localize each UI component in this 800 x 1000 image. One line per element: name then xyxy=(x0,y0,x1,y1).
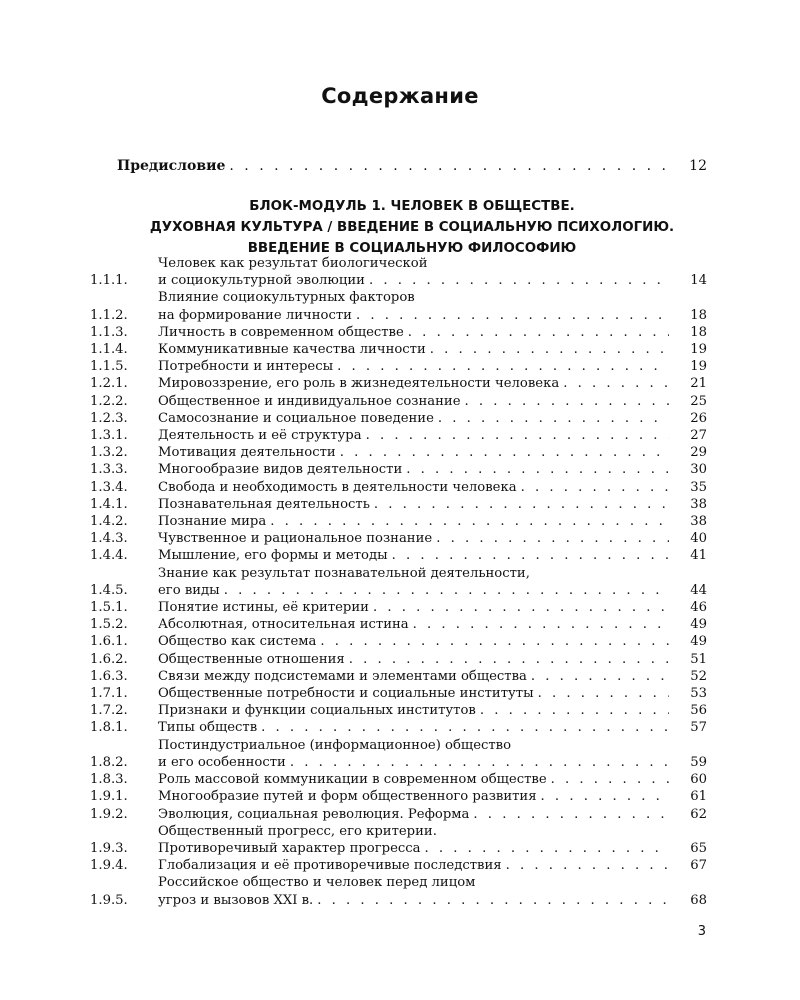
toc-entry-page: 57 xyxy=(690,720,707,736)
leader-dots xyxy=(473,806,669,823)
toc-entry-title-line: Чувственное и рациональное познание xyxy=(158,531,433,547)
toc-entry-title-line: Мотивация деятельности xyxy=(158,445,336,461)
toc-entry-page: 52 xyxy=(690,668,707,684)
leader-dots xyxy=(374,496,669,513)
toc-entry-number: 1.4.4. xyxy=(90,548,128,564)
toc-entry-page: 18 xyxy=(690,324,707,340)
leader-dots xyxy=(438,410,669,427)
toc-entry[interactable] xyxy=(90,857,707,874)
toc-entry-page: 53 xyxy=(690,686,707,702)
block-heading xyxy=(117,196,707,259)
toc-entry-page: 38 xyxy=(690,496,707,512)
leader-dots xyxy=(408,324,669,341)
toc-entry-number: 1.3.4. xyxy=(90,479,128,495)
toc-entry-page: 25 xyxy=(690,393,707,409)
toc-entry-title-line: Общественные отношения xyxy=(158,651,345,667)
leader-dots xyxy=(465,393,669,410)
toc-entry-title-line: и социокультурной эволюции xyxy=(158,273,365,289)
toc-entry-page: 35 xyxy=(690,479,707,495)
leader-dots xyxy=(356,307,669,324)
toc-entry-page: 30 xyxy=(690,462,707,478)
toc-entry-title-line: на формирование личности xyxy=(158,307,352,323)
toc-entry[interactable] xyxy=(90,737,707,771)
toc-entry-page: 65 xyxy=(690,840,707,856)
toc-entry-page: 61 xyxy=(690,789,707,805)
leader-dots xyxy=(270,513,669,530)
toc-entry-number: 1.5.1. xyxy=(90,600,128,616)
toc-entry-title-line: Деятельность и её структура xyxy=(158,428,362,444)
toc-entry[interactable] xyxy=(90,530,707,547)
leader-dots xyxy=(430,341,669,358)
toc-entry-page: 38 xyxy=(690,514,707,530)
toc-entry-page: 49 xyxy=(690,617,707,633)
toc-entry[interactable] xyxy=(90,616,707,633)
toc-entry[interactable] xyxy=(90,255,707,289)
toc-entry[interactable] xyxy=(90,771,707,788)
toc-entry-page: 62 xyxy=(690,806,707,822)
toc-entry-number: 1.7.2. xyxy=(90,703,128,719)
toc-entry-page: 19 xyxy=(690,342,707,358)
leader-dots xyxy=(413,616,669,633)
toc-entry-title-line: его виды xyxy=(158,582,220,598)
toc-entry[interactable] xyxy=(90,719,707,736)
toc-entry-page: 44 xyxy=(690,582,707,598)
leader-dots xyxy=(320,633,669,650)
preface-page: 12 xyxy=(689,158,707,174)
leader-dots xyxy=(506,857,669,874)
toc-entry-page: 67 xyxy=(690,858,707,874)
toc-entry-number: 1.4.5. xyxy=(90,582,128,598)
toc-entry-number: 1.8.3. xyxy=(90,772,128,788)
toc-entry-page: 49 xyxy=(690,634,707,650)
toc-entry-number: 1.1.1. xyxy=(90,273,128,289)
toc-entry-page: 27 xyxy=(690,428,707,444)
toc-entry[interactable] xyxy=(90,668,707,685)
toc-entry[interactable] xyxy=(90,324,707,341)
toc-entry-number: 1.2.3. xyxy=(90,410,128,426)
toc-entry-title-line: Многообразие видов деятельности xyxy=(158,462,403,478)
toc-entry-title-line: Многообразие путей и форм общественного развития xyxy=(158,789,537,805)
toc-entry-page: 41 xyxy=(690,548,707,564)
toc-entry-title-line: Познание мира xyxy=(158,514,267,530)
toc-entry-page: 29 xyxy=(690,445,707,461)
toc-entry-title-line: Человек как результат биологической xyxy=(158,256,428,271)
toc-entry[interactable] xyxy=(90,788,707,805)
toc-preface-entry[interactable] xyxy=(117,158,707,174)
toc-entry-title-line: Типы обществ xyxy=(158,720,258,736)
leader-dots xyxy=(531,668,669,685)
toc-entry-page: 21 xyxy=(690,376,707,392)
toc-entry-page: 46 xyxy=(690,600,707,616)
toc-entry-title-line: угроз и вызовов XXI в. xyxy=(158,892,314,908)
toc-entry-number: 1.8.1. xyxy=(90,720,128,736)
toc-entry[interactable] xyxy=(90,410,707,427)
toc-entry-title-line: Понятие истины, её критерии xyxy=(158,600,369,616)
toc-entry[interactable] xyxy=(90,375,707,392)
leader-dots xyxy=(224,582,669,599)
toc-entry-title-line: Связи между подсистемами и элементами общества xyxy=(158,668,527,684)
toc-entry-title-line: Постиндустриальное (информационное) общество xyxy=(158,737,512,753)
toc-entry-page: 51 xyxy=(690,651,707,667)
toc-entry-number: 1.1.5. xyxy=(90,359,128,375)
toc-entry-number: 1.4.1. xyxy=(90,496,128,512)
toc-entry-number: 1.6.3. xyxy=(90,668,128,684)
toc-entry-title-line: Самосознание и социальное поведение xyxy=(158,410,434,426)
toc-entry-number: 1.9.2. xyxy=(90,806,128,822)
toc-entry-title-line: Влияние социокультурных факторов xyxy=(158,290,415,306)
toc-entry[interactable] xyxy=(90,358,707,375)
preface-title: Предисловие xyxy=(117,158,226,174)
toc-entry-number: 1.4.3. xyxy=(90,531,128,547)
toc-entry-number: 1.1.2. xyxy=(90,307,128,323)
block-heading-line: ДУХОВНАЯ КУЛЬТУРА / ВВЕДЕНИЕ В СОЦИАЛЬНУЮ ПСИХОЛОГИЮ. xyxy=(149,220,675,235)
toc-entry-page: 59 xyxy=(690,754,707,770)
toc-entry-title-line: Роль массовой коммуникации в современном обществе xyxy=(158,772,547,788)
leader-dots xyxy=(373,599,669,616)
toc-entry[interactable] xyxy=(90,547,707,564)
toc-entry-number: 1.2.2. xyxy=(90,393,128,409)
toc-entry-title-line: Общество как система xyxy=(158,634,317,650)
toc-entry-number: 1.3.3. xyxy=(90,462,128,478)
leader-dots xyxy=(406,461,669,478)
toc-entry[interactable] xyxy=(90,806,707,823)
toc-entry[interactable] xyxy=(90,479,707,496)
toc-entry[interactable] xyxy=(90,651,707,668)
toc-entry-title-line: Свобода и необходимость в деятельности человека xyxy=(158,479,517,495)
leader-dots xyxy=(541,788,669,805)
toc-entry-title-line: Абсолютная, относительная истина xyxy=(158,617,409,633)
toc-entry-title-line: Знание как результат познавательной деятельности, xyxy=(158,565,530,581)
block-heading-line: БЛОК-МОДУЛЬ 1. ЧЕЛОВЕК В ОБЩЕСТВЕ. xyxy=(249,199,575,214)
toc-entry[interactable] xyxy=(90,685,707,702)
leader-dots xyxy=(392,547,669,564)
toc-entry[interactable] xyxy=(90,496,707,513)
toc-entry-page: 68 xyxy=(690,892,707,908)
toc-entry[interactable] xyxy=(90,599,707,616)
toc-entry-title-line: Мышление, его формы и методы xyxy=(158,548,388,564)
toc-entry-number: 1.6.1. xyxy=(90,634,128,650)
toc-entry-page: 14 xyxy=(690,273,707,289)
toc-entry[interactable] xyxy=(90,565,707,599)
toc-entry-number: 1.1.4. xyxy=(90,342,128,358)
leader-dots xyxy=(340,444,669,461)
toc-entry[interactable] xyxy=(90,513,707,530)
toc-entry[interactable] xyxy=(90,444,707,461)
toc-entry[interactable] xyxy=(90,633,707,650)
leader-dots xyxy=(563,375,669,392)
toc-entry[interactable] xyxy=(90,341,707,358)
toc-entry-number: 1.3.1. xyxy=(90,428,128,444)
toc-entry-page: 60 xyxy=(690,772,707,788)
toc-entry[interactable] xyxy=(90,823,707,857)
toc-entry[interactable] xyxy=(90,874,707,908)
leader-dots xyxy=(261,719,669,736)
leader-dots xyxy=(538,685,669,702)
toc-entry-number: 1.9.1. xyxy=(90,789,128,805)
leader-dots xyxy=(229,158,667,174)
toc-entry[interactable] xyxy=(90,427,707,444)
toc-entry-title-line: Общественный прогресс, его критерии. xyxy=(158,823,437,839)
leader-dots xyxy=(369,272,669,289)
leader-dots xyxy=(480,702,669,719)
leader-dots xyxy=(317,892,669,909)
toc-entry-title-line: Коммуникативные качества личности xyxy=(158,342,426,358)
toc-entry-title-line: и его особенности xyxy=(158,754,286,770)
leader-dots xyxy=(337,358,669,375)
toc-entry-title-line: Эволюция, социальная революция. Реформа xyxy=(158,806,470,822)
toc-entry-number: 1.9.3. xyxy=(90,840,128,856)
toc-entry-title-line: Потребности и интересы xyxy=(158,359,334,375)
toc-entry-number: 1.9.5. xyxy=(90,892,128,908)
leader-dots xyxy=(551,771,669,788)
toc-entry-page: 26 xyxy=(690,410,707,426)
page-number: 3 xyxy=(697,924,706,939)
toc-entry[interactable] xyxy=(90,461,707,478)
toc-entry-title-line: Признаки и функции социальных институтов xyxy=(158,703,476,719)
leader-dots xyxy=(366,427,669,444)
toc-entry-title-line: Мировоззрение, его роль в жизнедеятельности человека xyxy=(158,376,560,392)
leader-dots xyxy=(349,651,669,668)
toc-entry-title-line: Глобализация и её противоречивые последствия xyxy=(158,858,502,874)
toc-entry-title-line: Познавательная деятельность xyxy=(158,496,370,512)
toc-entry-number: 1.5.2. xyxy=(90,617,128,633)
toc-entry-page: 18 xyxy=(690,307,707,323)
leader-dots xyxy=(425,840,669,857)
toc-entry[interactable] xyxy=(90,289,707,323)
block-heading-line: ВВЕДЕНИЕ В СОЦИАЛЬНУЮ ФИЛОСОФИЮ xyxy=(247,241,577,256)
page-title: Содержание xyxy=(321,84,479,108)
toc-entry[interactable] xyxy=(90,702,707,719)
toc-entry-title-line: Российское общество и человек перед лицом xyxy=(158,875,476,891)
toc-entry[interactable] xyxy=(90,393,707,410)
leader-dots xyxy=(436,530,669,547)
toc-entry-number: 1.1.3. xyxy=(90,324,128,340)
toc-entry-page: 40 xyxy=(690,531,707,547)
toc-entry-number: 1.2.1. xyxy=(90,376,128,392)
toc-entry-title-line: Общественные потребности и социальные институты xyxy=(158,686,534,702)
toc-entry-number: 1.3.2. xyxy=(90,445,128,461)
leader-dots xyxy=(290,754,669,771)
toc-entry-number: 1.8.2. xyxy=(90,754,128,770)
toc-entry-number: 1.9.4. xyxy=(90,858,128,874)
toc-entry-title-line: Противоречивый характер прогресса xyxy=(158,840,421,856)
toc-entry-title-line: Общественное и индивидуальное сознание xyxy=(158,393,461,409)
toc-entry-page: 19 xyxy=(690,359,707,375)
toc-entry-number: 1.4.2. xyxy=(90,514,128,530)
toc-list xyxy=(90,255,707,909)
toc-entry-number: 1.7.1. xyxy=(90,686,128,702)
leader-dots xyxy=(521,479,669,496)
toc-entry-title-line: Личность в современном обществе xyxy=(158,324,404,340)
toc-entry-number: 1.6.2. xyxy=(90,651,128,667)
toc-entry-page: 56 xyxy=(690,703,707,719)
